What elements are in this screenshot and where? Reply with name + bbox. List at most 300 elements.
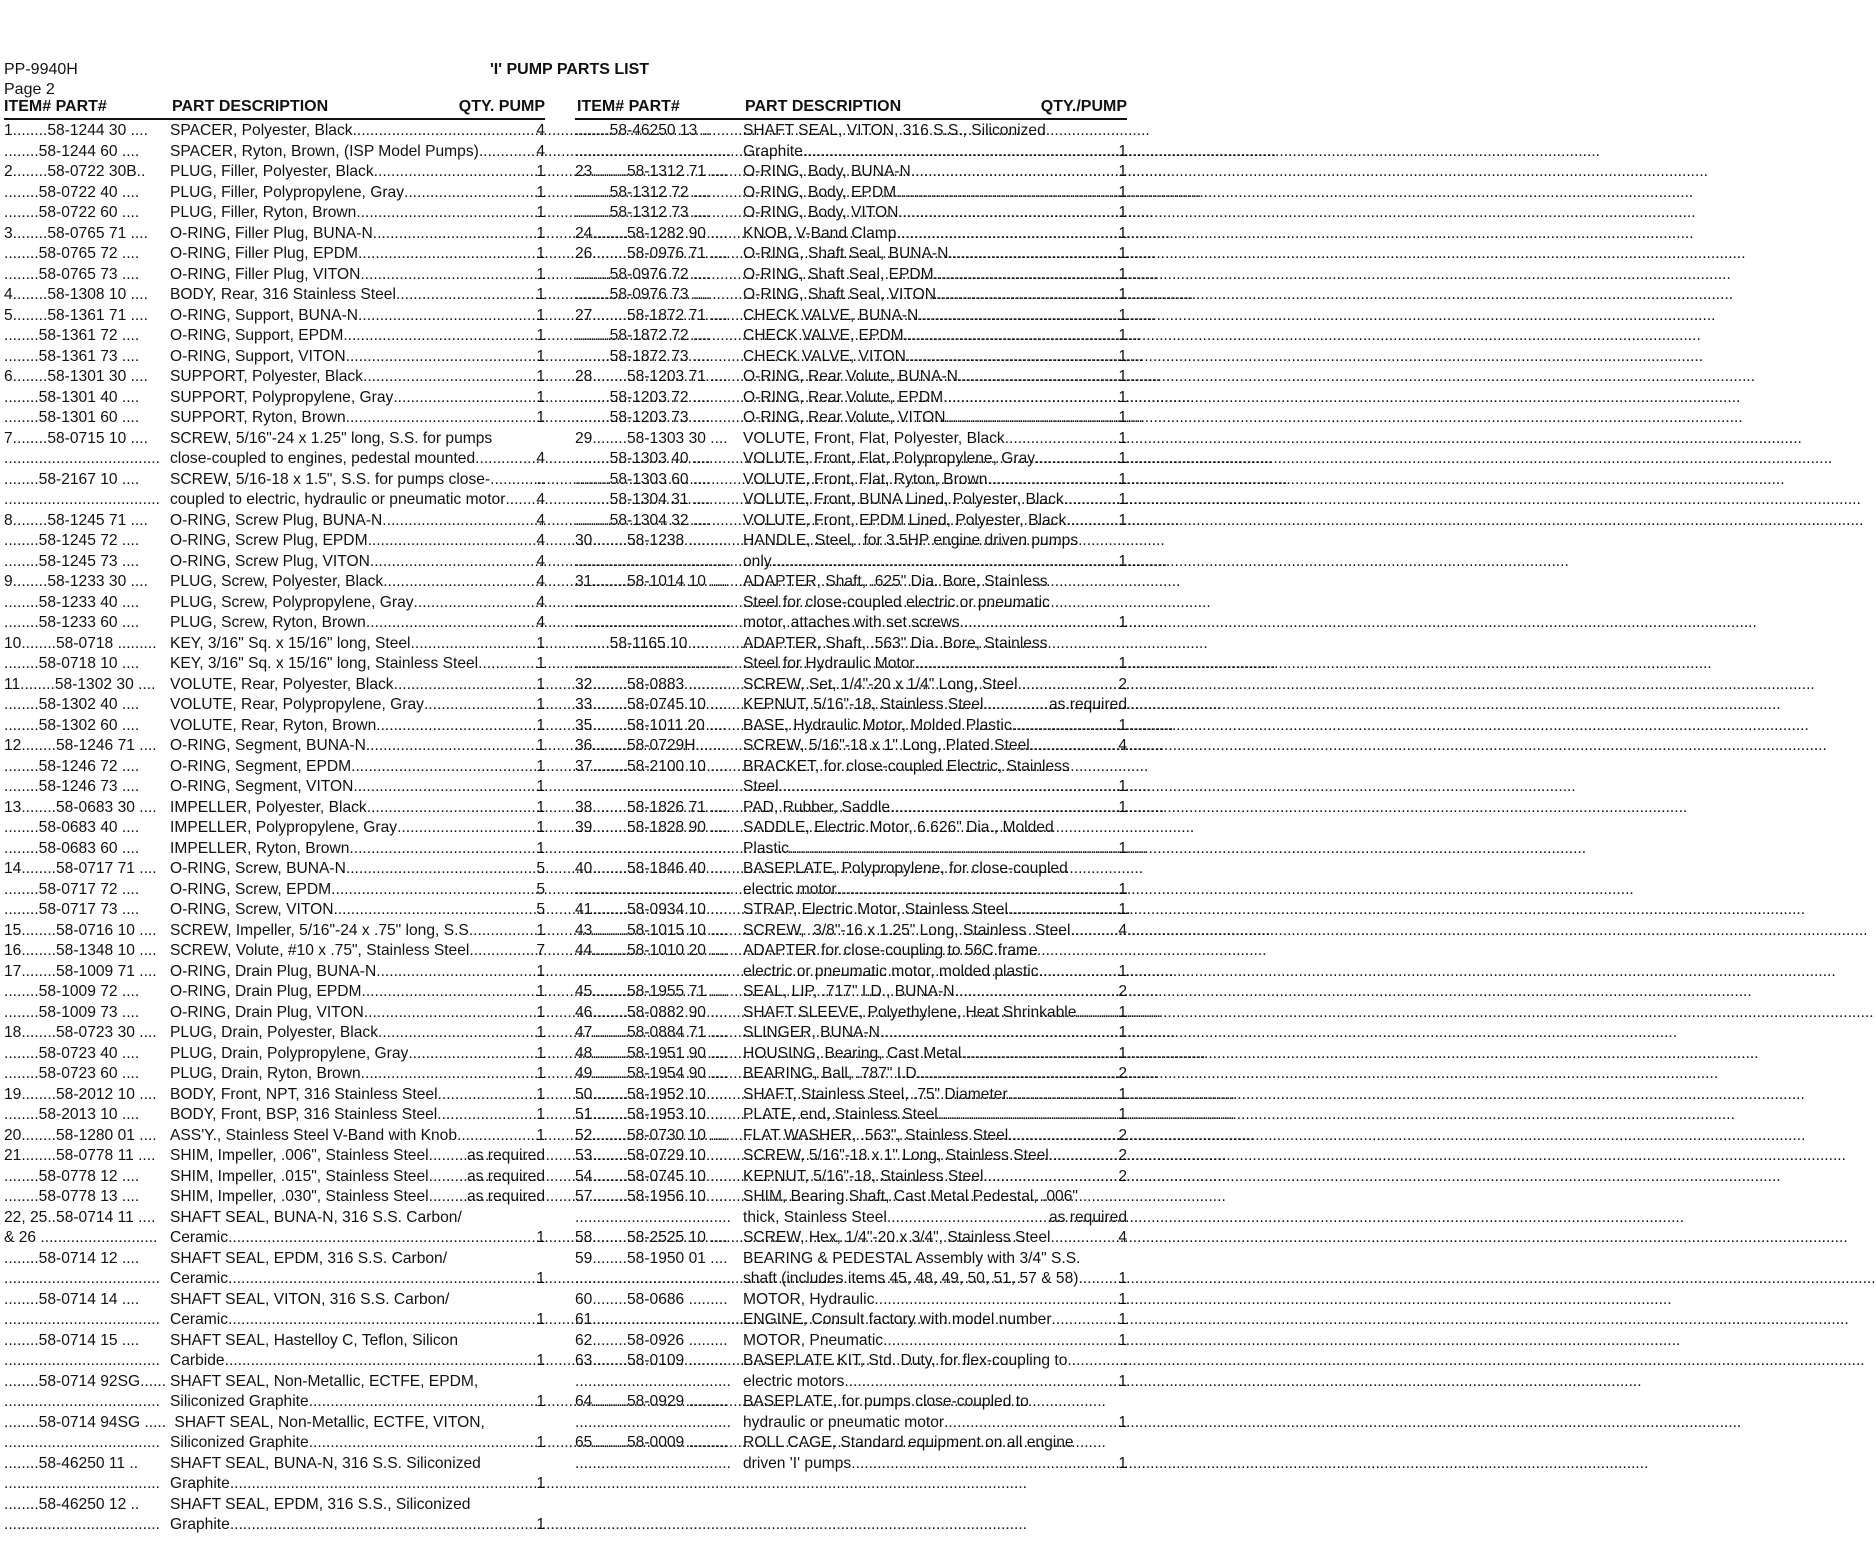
parts-row — [4, 798, 545, 819]
parts-row — [4, 1269, 545, 1290]
part-description: Plastic — [743, 839, 789, 857]
part-description: IMPELLER, Ryton, Brown — [170, 839, 350, 857]
item-part-number: .................................... — [4, 1434, 160, 1451]
dot-leader — [943, 388, 1118, 409]
quantity: as required — [466, 1167, 545, 1185]
dot-leader — [890, 798, 1118, 819]
part-description: Ceramic — [170, 1229, 229, 1246]
item-part-number: 46........58-0882 90 .... — [575, 1003, 728, 1021]
dot-leader — [844, 1372, 1118, 1393]
item-part-number: .................................... — [4, 1393, 160, 1410]
parts-row — [575, 265, 1127, 286]
item-part-number: 36........58-0729H....... — [575, 737, 726, 754]
item-part-number: .................................... — [575, 552, 731, 570]
item-part-number: ........58-1009 73 .... — [4, 1003, 140, 1021]
quantity: 1 — [1118, 1290, 1127, 1308]
part-description: O-RING, Segment, BUNA-N — [170, 737, 366, 754]
dot-leader — [475, 449, 536, 470]
parts-row — [4, 408, 545, 429]
parts-row — [4, 880, 545, 901]
part-description: ROLL CAGE, Standard equipment on all engine — [743, 1434, 1074, 1451]
dot-leader — [364, 1003, 537, 1024]
part-description: O-RING, Support, EPDM — [170, 327, 344, 344]
dot-leader — [408, 1044, 536, 1065]
part-description: SLINGER, BUNA-N — [743, 1024, 880, 1041]
quantity: as required — [466, 1188, 545, 1205]
item-part-number: 37........58-2100 10 .... — [575, 757, 728, 775]
parts-row — [575, 367, 1127, 388]
quantity: 1 — [536, 962, 545, 980]
dot-leader — [368, 531, 537, 552]
item-part-number: 64........58-0929 ......... — [575, 1393, 728, 1410]
parts-row — [575, 1003, 1127, 1024]
parts-row — [4, 1023, 545, 1044]
dot-leader — [880, 1023, 1118, 1044]
item-part-number: 5........58-1361 71 .... — [4, 306, 148, 324]
part-description: motor, attaches with set screws — [743, 614, 960, 631]
item-part-number: 45........58-1955 71 .... — [575, 983, 728, 1000]
part-description: O-RING, Body, EPDM — [743, 183, 897, 201]
quantity: 1 — [1118, 409, 1127, 426]
dot-leader — [1067, 1351, 1122, 1372]
quantity: 4 — [1118, 921, 1127, 939]
dot-leader — [309, 1392, 537, 1413]
parts-row — [575, 654, 1127, 675]
part-description: SHAFT SEAL, VITON, 316 S.S. Carbon/ — [170, 1290, 450, 1308]
quantity: 1 — [536, 757, 545, 775]
item-part-number: 2........58-0722 30B.. — [4, 163, 146, 180]
quantity: 1 — [536, 224, 545, 242]
dot-leader — [1039, 962, 1119, 983]
dot-leader — [1030, 736, 1119, 757]
dot-leader — [363, 367, 536, 388]
parts-row — [4, 1515, 545, 1536]
part-description: SHAFT SEAL, EPDM, 316 S.S., Siliconized — [170, 1495, 471, 1513]
quantity: as required — [466, 1147, 545, 1164]
header-qty: QTY. PUMP — [458, 98, 545, 115]
dot-leader — [944, 1413, 1118, 1434]
parts-row — [575, 1126, 1127, 1147]
part-description: MOTOR, Hydraulic — [743, 1290, 875, 1308]
quantity: 1 — [1118, 655, 1127, 672]
item-part-number: .................................... — [4, 1352, 160, 1369]
dot-leader — [404, 183, 536, 204]
dot-leader — [437, 1105, 536, 1126]
quantity: 5 — [536, 860, 545, 877]
dot-leader — [1005, 429, 1119, 450]
item-part-number: ........58-0714 14 .... — [4, 1290, 140, 1308]
quantity: 1 — [536, 696, 545, 713]
quantity: as required — [1048, 1208, 1127, 1226]
dot-leader — [1012, 716, 1119, 737]
quantity: 1 — [536, 1106, 545, 1123]
dot-leader — [1049, 1146, 1119, 1167]
parts-row — [4, 1126, 545, 1147]
part-description: SHAFT SEAL, VITON, 316 S.S., Siliconized — [743, 122, 1046, 139]
parts-row — [575, 1187, 1127, 1208]
parts-row — [4, 449, 545, 470]
item-part-number: 39........58-1828 90 .... — [575, 819, 728, 836]
item-part-number: .................................... — [575, 1270, 731, 1287]
item-part-number: 41........58-0934 10 .... — [575, 901, 728, 918]
parts-row — [575, 613, 1127, 634]
part-description: O-RING, Rear Volute, EPDM — [743, 388, 944, 406]
dot-leader — [1018, 675, 1119, 696]
item-part-number: 12........58-1246 71 .... — [4, 737, 157, 754]
part-description: BEARING, Ball, .787" I.D. — [743, 1065, 921, 1082]
dot-leader — [1066, 511, 1118, 532]
part-description: HANDLE, Steel, for 3.5HP engine driven pumps — [743, 532, 1079, 549]
parts-row — [575, 1413, 1127, 1434]
item-part-number: 1........58-1244 30 .... — [4, 122, 148, 139]
item-part-number: ........58-1233 40 .... — [4, 593, 140, 611]
part-description: SHAFT SEAL, BUNA-N, 316 S.S. Carbon/ — [170, 1208, 462, 1226]
parts-row — [4, 183, 545, 204]
dot-leader — [366, 613, 536, 634]
part-description: O-RING, Filler Plug, EPDM — [170, 245, 359, 262]
parts-row — [575, 449, 1127, 470]
item-part-number: ........58-0683 60 .... — [4, 839, 140, 857]
quantity: 1 — [536, 347, 545, 365]
part-description: SHAFT SEAL, Non-Metallic, ECTFE, VITON, — [170, 1413, 485, 1431]
parts-row — [575, 490, 1127, 511]
parts-row — [4, 285, 545, 306]
dot-leader — [896, 183, 1118, 204]
dot-leader — [1008, 1085, 1119, 1106]
dot-leader — [457, 1126, 536, 1147]
part-description: Graphite — [170, 1516, 230, 1533]
item-part-number: ........58-1203 72 .... — [575, 388, 711, 406]
quantity: 1 — [1118, 450, 1127, 467]
part-description: IMPELLER, Polyester, Black — [170, 798, 367, 816]
part-description: thick, Stainless Steel — [743, 1208, 887, 1226]
part-description: PLUG, Filler, Ryton, Brown — [170, 204, 357, 221]
parts-row — [4, 142, 545, 163]
dot-leader — [230, 1474, 537, 1495]
quantity: 4 — [536, 122, 545, 139]
part-description: SHAFT SEAL, Hastelloy C, Teflon, Silicon — [170, 1331, 459, 1349]
header-item-part: ITEM# PART# — [577, 98, 680, 115]
parts-row — [575, 1146, 1127, 1167]
dot-leader — [1050, 1228, 1118, 1249]
item-part-number: 40........58-1846 40 .... — [575, 860, 728, 877]
dot-leader — [936, 285, 1118, 306]
quantity: . — [1122, 1352, 1127, 1369]
part-description: FLAT WASHER, .563", Stainless Steel — [743, 1126, 1009, 1144]
quantity: 1 — [536, 778, 545, 795]
dot-leader — [367, 798, 537, 819]
dot-leader — [353, 121, 537, 142]
quantity: 1 — [536, 1085, 545, 1103]
part-description: O-RING, Screw Plug, BUNA-N — [170, 511, 383, 529]
part-description: KEPNUT, 5/16"-18, Stainless Steel — [743, 1167, 984, 1185]
item-part-number: ........58-1872 73 .... — [575, 347, 711, 365]
part-description: O-RING, Filler Plug, VITON — [170, 265, 361, 283]
item-part-number: 13........58-0683 30 .... — [4, 798, 157, 816]
item-part-number: 9........58-1233 30 .... — [4, 573, 148, 590]
dot-leader — [376, 716, 536, 737]
quantity: 5 — [536, 880, 545, 898]
parts-row — [575, 798, 1127, 819]
header-qty: QTY./PUMP — [1040, 98, 1127, 115]
parts-row — [575, 121, 1127, 142]
part-description: PLUG, Drain, Polyester, Black — [170, 1024, 378, 1041]
parts-row — [4, 490, 545, 511]
quantity: 1 — [536, 409, 545, 426]
quantity: 1 — [536, 388, 545, 406]
item-part-number: ........58-2013 10 .... — [4, 1106, 140, 1123]
item-part-number: .................................... — [575, 1208, 731, 1226]
part-description: CHECK VALVE, VITON — [743, 347, 906, 365]
part-description: O-RING, Screw, VITON — [170, 901, 334, 918]
item-part-number: .................................... — [4, 450, 160, 467]
part-description: O-RING, Screw, EPDM — [170, 880, 332, 898]
part-description: CHECK VALVE, BUNA-N — [743, 306, 919, 324]
quantity: 1 — [536, 1475, 545, 1492]
dot-leader — [469, 941, 536, 962]
quantity: 5 — [536, 901, 545, 918]
part-description: Siliconized Graphite — [170, 1393, 309, 1410]
dot-leader — [393, 388, 536, 409]
quantity: 4 — [536, 491, 545, 508]
quantity: 1 — [1118, 204, 1127, 221]
item-part-number: ........58-0717 73 .... — [4, 901, 140, 918]
quantity: 1 — [536, 983, 545, 1000]
right-parts-rows — [575, 121, 1127, 1474]
parts-row — [575, 921, 1127, 942]
dot-leader — [411, 634, 537, 655]
parts-row — [4, 921, 545, 942]
part-description: SUPPORT, Polyester, Black — [170, 368, 363, 385]
dot-leader — [394, 675, 537, 696]
item-part-number: 61....................................... — [575, 1311, 762, 1328]
part-description: VOLUTE, Front, BUNA Lined, Polyester, Black — [743, 491, 1064, 508]
parts-row — [575, 1228, 1127, 1249]
parts-row — [575, 470, 1127, 491]
dot-leader — [478, 654, 536, 675]
parts-row — [4, 1310, 545, 1331]
dot-leader — [366, 736, 536, 757]
part-description: VOLUTE, Front, Flat, Polypropylene, Gray — [743, 450, 1036, 467]
parts-row — [575, 1167, 1127, 1188]
parts-row — [4, 203, 545, 224]
parts-row — [4, 654, 545, 675]
quantity: 1 — [1118, 1085, 1127, 1103]
quantity: 4 — [536, 532, 545, 549]
part-description: ADAPTER, Shaft, .563" Dia. Bore, Stainless — [743, 634, 1048, 652]
quantity: 1 — [1118, 163, 1127, 180]
dot-leader — [983, 695, 1049, 716]
quantity: 1 — [1118, 265, 1127, 283]
item-part-number: & 26 ........................... — [4, 1229, 158, 1246]
parts-row — [4, 695, 545, 716]
parts-row — [575, 818, 1127, 839]
parts-row — [575, 982, 1127, 1003]
parts-row — [575, 900, 1127, 921]
part-description: VOLUTE, Front, Flat, Polyester, Black — [743, 429, 1005, 447]
quantity: 1 — [536, 1516, 545, 1533]
dot-leader — [429, 1187, 467, 1208]
item-part-number: 51........58-1953 10 .... — [575, 1106, 728, 1123]
parts-row — [4, 736, 545, 757]
part-description: SCREW, 5/16-18 x 1.5", S.S. for pumps close- — [170, 470, 491, 488]
parts-row — [4, 244, 545, 265]
dot-leader — [1008, 1126, 1118, 1147]
item-part-number: ........58-1301 40 .... — [4, 388, 140, 406]
dot-leader — [987, 470, 1118, 491]
dot-leader — [946, 408, 1119, 429]
item-part-number: ........58-46250 11 .. — [4, 1454, 139, 1472]
parts-row — [575, 285, 1127, 306]
parts-row — [575, 1290, 1127, 1311]
parts-row — [575, 183, 1127, 204]
parts-row — [4, 1495, 545, 1516]
parts-row — [4, 511, 545, 532]
dot-leader — [376, 962, 536, 983]
part-description: SCREW, Hex, 1/4"-20 x 3/4", Stainless Steel — [743, 1229, 1051, 1246]
item-part-number: 35........58-1011 20 .... — [575, 716, 727, 734]
quantity: 4 — [536, 614, 545, 631]
parts-row — [4, 1474, 545, 1495]
dot-leader — [803, 142, 1119, 163]
item-part-number: .................................... — [575, 839, 731, 857]
part-description: CHECK VALVE, EPDM — [743, 327, 904, 344]
part-description: SPACER, Ryton, Brown, (ISP Model Pumps) — [170, 142, 479, 160]
item-part-number: ........58-1245 72 .... — [4, 532, 140, 549]
item-part-number: 31........58-1014 10 .... — [575, 573, 728, 590]
quantity: 1 — [536, 1126, 545, 1144]
item-part-number: ........58-0722 60 .... — [4, 204, 140, 221]
part-description: O-RING, Body, BUNA-N — [743, 163, 911, 180]
item-part-number: 62........58-0926 ......... — [575, 1331, 728, 1349]
part-description: SCREW, 5/16"-24 x 1.25" long, S.S. for pumps — [170, 429, 493, 447]
dot-leader — [438, 1085, 537, 1106]
item-part-number: ........58-0778 12 .... — [4, 1167, 140, 1185]
dot-leader — [789, 839, 1118, 860]
quantity: 2 — [1118, 1167, 1127, 1185]
quantity: 1 — [1118, 1106, 1127, 1123]
item-part-number: .................................... — [4, 1516, 160, 1533]
part-description: SCREW, 5/16"-18 x 1" Long, Plated Steel — [743, 737, 1030, 754]
item-part-number: .................................... — [575, 880, 731, 898]
parts-row — [4, 716, 545, 737]
parts-row — [4, 962, 545, 983]
part-description: Graphite — [743, 142, 803, 160]
item-part-number: ........58-0718 10 .... — [4, 655, 140, 672]
quantity: 1 — [536, 1024, 545, 1041]
quantity: 1 — [1118, 470, 1127, 488]
parts-row — [575, 224, 1127, 245]
dot-leader — [961, 1044, 1118, 1065]
item-part-number: 22, 25..58-0714 11 .... — [4, 1208, 156, 1226]
item-part-number: 21........58-0778 11 .... — [4, 1147, 156, 1164]
dot-leader — [779, 777, 1119, 798]
quantity: 1 — [536, 1003, 545, 1021]
quantity: 1 — [1118, 1372, 1127, 1390]
quantity: 1 — [1118, 368, 1127, 385]
header-part-description: PART DESCRIPTION — [745, 98, 902, 115]
item-part-number: ........58-1302 60 .... — [4, 716, 140, 734]
part-description: ENGINE, Consult factory with model number — [743, 1311, 1052, 1328]
quantity: 1 — [536, 737, 545, 754]
part-description: electric motors — [743, 1372, 845, 1390]
dot-leader — [851, 1454, 1118, 1475]
parts-row — [4, 429, 545, 450]
parts-row — [575, 162, 1127, 183]
item-part-number: 15........58-0716 10 .... — [4, 921, 157, 939]
parts-row — [4, 1413, 545, 1434]
page-title: 'I' PUMP PARTS LIST — [490, 61, 650, 78]
part-description: STRAP, Electric Motor, Stainless Steel — [743, 901, 1008, 918]
part-description: Graphite — [170, 1475, 230, 1492]
parts-row — [575, 1433, 1127, 1454]
parts-row — [575, 552, 1127, 573]
part-description: SHAFT SLEEVE, Polyethylene, Heat Shrinkable — [743, 1003, 1077, 1021]
part-description: O-RING, Support, VITON — [170, 347, 346, 365]
part-description: BASEPLATE, Polypropylene, for close-coupled — [743, 860, 1068, 877]
quantity: 1 — [536, 163, 545, 180]
part-description: BASEPLATE KIT, Std. Duty, for flex-coupling to — [743, 1352, 1068, 1369]
item-part-number: 53........58-0729 10 .... — [575, 1147, 728, 1164]
parts-list-left-column — [4, 98, 545, 1536]
part-description: ADAPTER, Shaft, .625" Dia. Bore, Stainless — [743, 573, 1048, 590]
dot-leader — [1078, 1269, 1118, 1290]
dot-leader — [960, 613, 1119, 634]
quantity: 1 — [536, 1352, 545, 1369]
item-part-number: 23........58-1312 71 .... — [575, 163, 728, 180]
dot-leader — [362, 982, 537, 1003]
parts-row — [4, 1044, 545, 1065]
item-part-number: ........58-1304 31 .... — [575, 491, 711, 508]
item-part-number: 47........58-0884 71 .... — [575, 1024, 728, 1041]
dot-leader — [1035, 449, 1118, 470]
item-part-number: ........58-1361 72 .... — [4, 327, 140, 344]
quantity: 2 — [1118, 1126, 1127, 1144]
part-description: VOLUTE, Rear, Polypropylene, Gray — [170, 696, 424, 713]
parts-row — [4, 1146, 545, 1167]
quantity: 1 — [1118, 245, 1127, 262]
dot-leader — [383, 572, 536, 593]
parts-row — [575, 757, 1127, 778]
quantity: 1 — [1118, 880, 1127, 898]
dot-leader — [361, 1064, 537, 1085]
quantity: 1 — [1118, 1024, 1127, 1041]
dot-leader — [346, 859, 536, 880]
quantity: 1 — [536, 839, 545, 857]
header-part-description: PART DESCRIPTION — [172, 98, 329, 115]
parts-row — [575, 1249, 1127, 1270]
part-description: PLUG, Drain, Polypropylene, Gray — [170, 1044, 409, 1062]
quantity: 1 — [536, 1434, 545, 1451]
part-description: BODY, Front, BSP, 316 Stainless Steel — [170, 1106, 438, 1123]
part-description: PLUG, Filler, Polypropylene, Gray — [170, 183, 404, 201]
parts-row — [4, 1228, 545, 1249]
dot-leader — [331, 880, 536, 901]
parts-row — [4, 1454, 545, 1475]
parts-row — [575, 1023, 1127, 1044]
parts-row — [575, 531, 1127, 552]
dot-leader — [358, 306, 536, 327]
part-description: shaft (includes items 45, 48, 49, 50, 51, 57 & 58) — [743, 1270, 1079, 1287]
item-part-number: 30........58-1238 ......... — [575, 532, 728, 549]
part-description: SHAFT, Stainless Steel, .75" Diameter — [743, 1085, 1008, 1103]
part-description: coupled to electric, hydraulic or pneumatic motor — [170, 491, 506, 508]
item-part-number: 20........58-1280 01 .... — [4, 1126, 157, 1144]
quantity: 1 — [1118, 962, 1127, 980]
parts-row — [4, 818, 545, 839]
item-part-number: 19........58-2012 10 .... — [4, 1085, 157, 1103]
part-description: PLUG, Screw, Ryton, Brown — [170, 614, 366, 631]
